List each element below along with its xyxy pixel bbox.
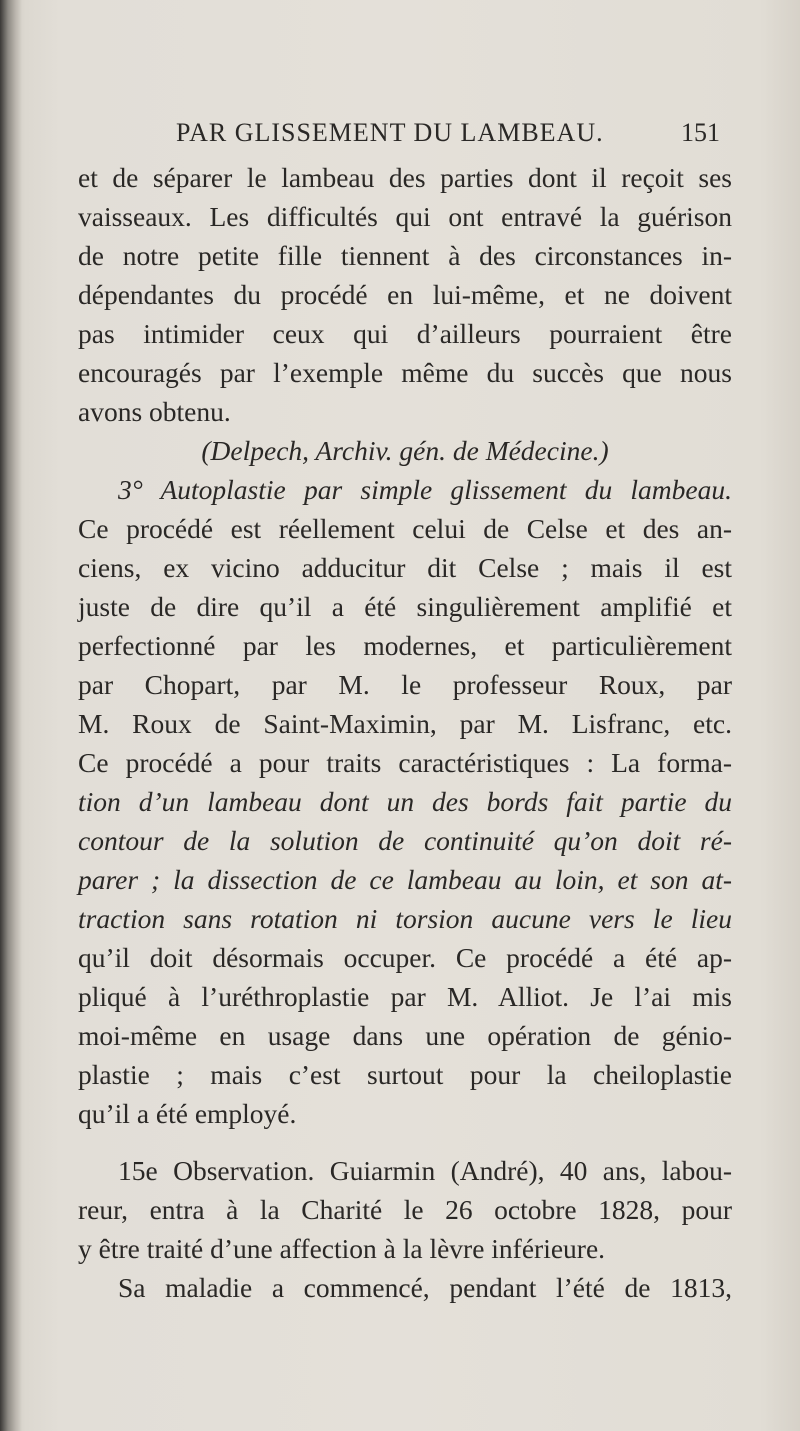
text-line: Ce procédé est réellement celui de Celse et des an- xyxy=(78,513,732,544)
text-line: par Chopart, par M. le professeur Roux, par xyxy=(78,669,732,700)
paragraph-gap xyxy=(78,1133,732,1151)
text-line: reur, entra à la Charité le 26 octobre 1828, pour xyxy=(78,1194,732,1225)
text-line: qu’il doit désormais occuper. Ce procédé a été ap- xyxy=(78,942,732,973)
text-line: perfectionné par les modernes, et particulièrement xyxy=(78,630,732,661)
text-line: dépendantes du procédé en lui-même, et ne doivent xyxy=(78,279,732,310)
running-title: PAR GLISSEMENT DU LAMBEAU. xyxy=(176,118,604,147)
text-line: Sa maladie a commencé, pendant l’été de 1813, xyxy=(118,1272,732,1303)
text-line: M. Roux de Saint-Maximin, par M. Lisfranc, etc. xyxy=(78,708,732,739)
text-line: parer ; la dissection de ce lambeau au loin, et son at- xyxy=(78,864,732,895)
text-line: avons obtenu. xyxy=(78,396,231,427)
citation: (Delpech, Archiv. gén. de Médecine.) xyxy=(201,435,609,466)
body-text xyxy=(78,158,732,1307)
text-line: traction sans rotation ni torsion aucune vers le lieu xyxy=(78,903,732,934)
page-binding-shadow xyxy=(0,0,22,1431)
text-line: de notre petite fille tiennent à des circonstances in- xyxy=(78,240,732,271)
text-line: moi-même en usage dans une opération de génio- xyxy=(78,1020,732,1051)
text-line: Ce procédé a pour traits caractéristiques : La forma- xyxy=(78,747,732,778)
observation-heading: 15e Observation. Guiarmin (André), 40 ans, labou- xyxy=(118,1155,732,1186)
text-line: encouragés par l’exemple même du succès que nous xyxy=(78,357,732,388)
text-line: tion d’un lambeau dont un des bords fait partie du xyxy=(78,786,732,817)
text-line: plastie ; mais c’est surtout pour la cheiloplastie xyxy=(78,1059,732,1090)
text-line: et de séparer le lambeau des parties dont il reçoit ses xyxy=(78,162,732,193)
text-line: ciens, ex vicino adducitur dit Celse ; mais il est xyxy=(78,552,732,583)
page-header xyxy=(0,118,800,154)
text-line: pas intimider ceux qui d’ailleurs pourraient être xyxy=(78,318,732,349)
text-line: qu’il a été employé. xyxy=(78,1098,297,1129)
text-line: pliqué à l’uréthroplastie par M. Alliot. Je l’ai mis xyxy=(78,981,732,1012)
text-line: juste de dire qu’il a été singulièrement amplifié et xyxy=(78,591,732,622)
text-line: vaisseaux. Les difficultés qui ont entravé la guérison xyxy=(78,201,732,232)
section-heading: 3° Autoplastie par simple glissement du lambeau. xyxy=(118,474,732,505)
page-number: 151 xyxy=(681,118,720,147)
text-line: contour de la solution de continuité qu’on doit ré- xyxy=(78,825,732,856)
text-line: y être traité d’une affection à la lèvre inférieure. xyxy=(78,1233,606,1264)
